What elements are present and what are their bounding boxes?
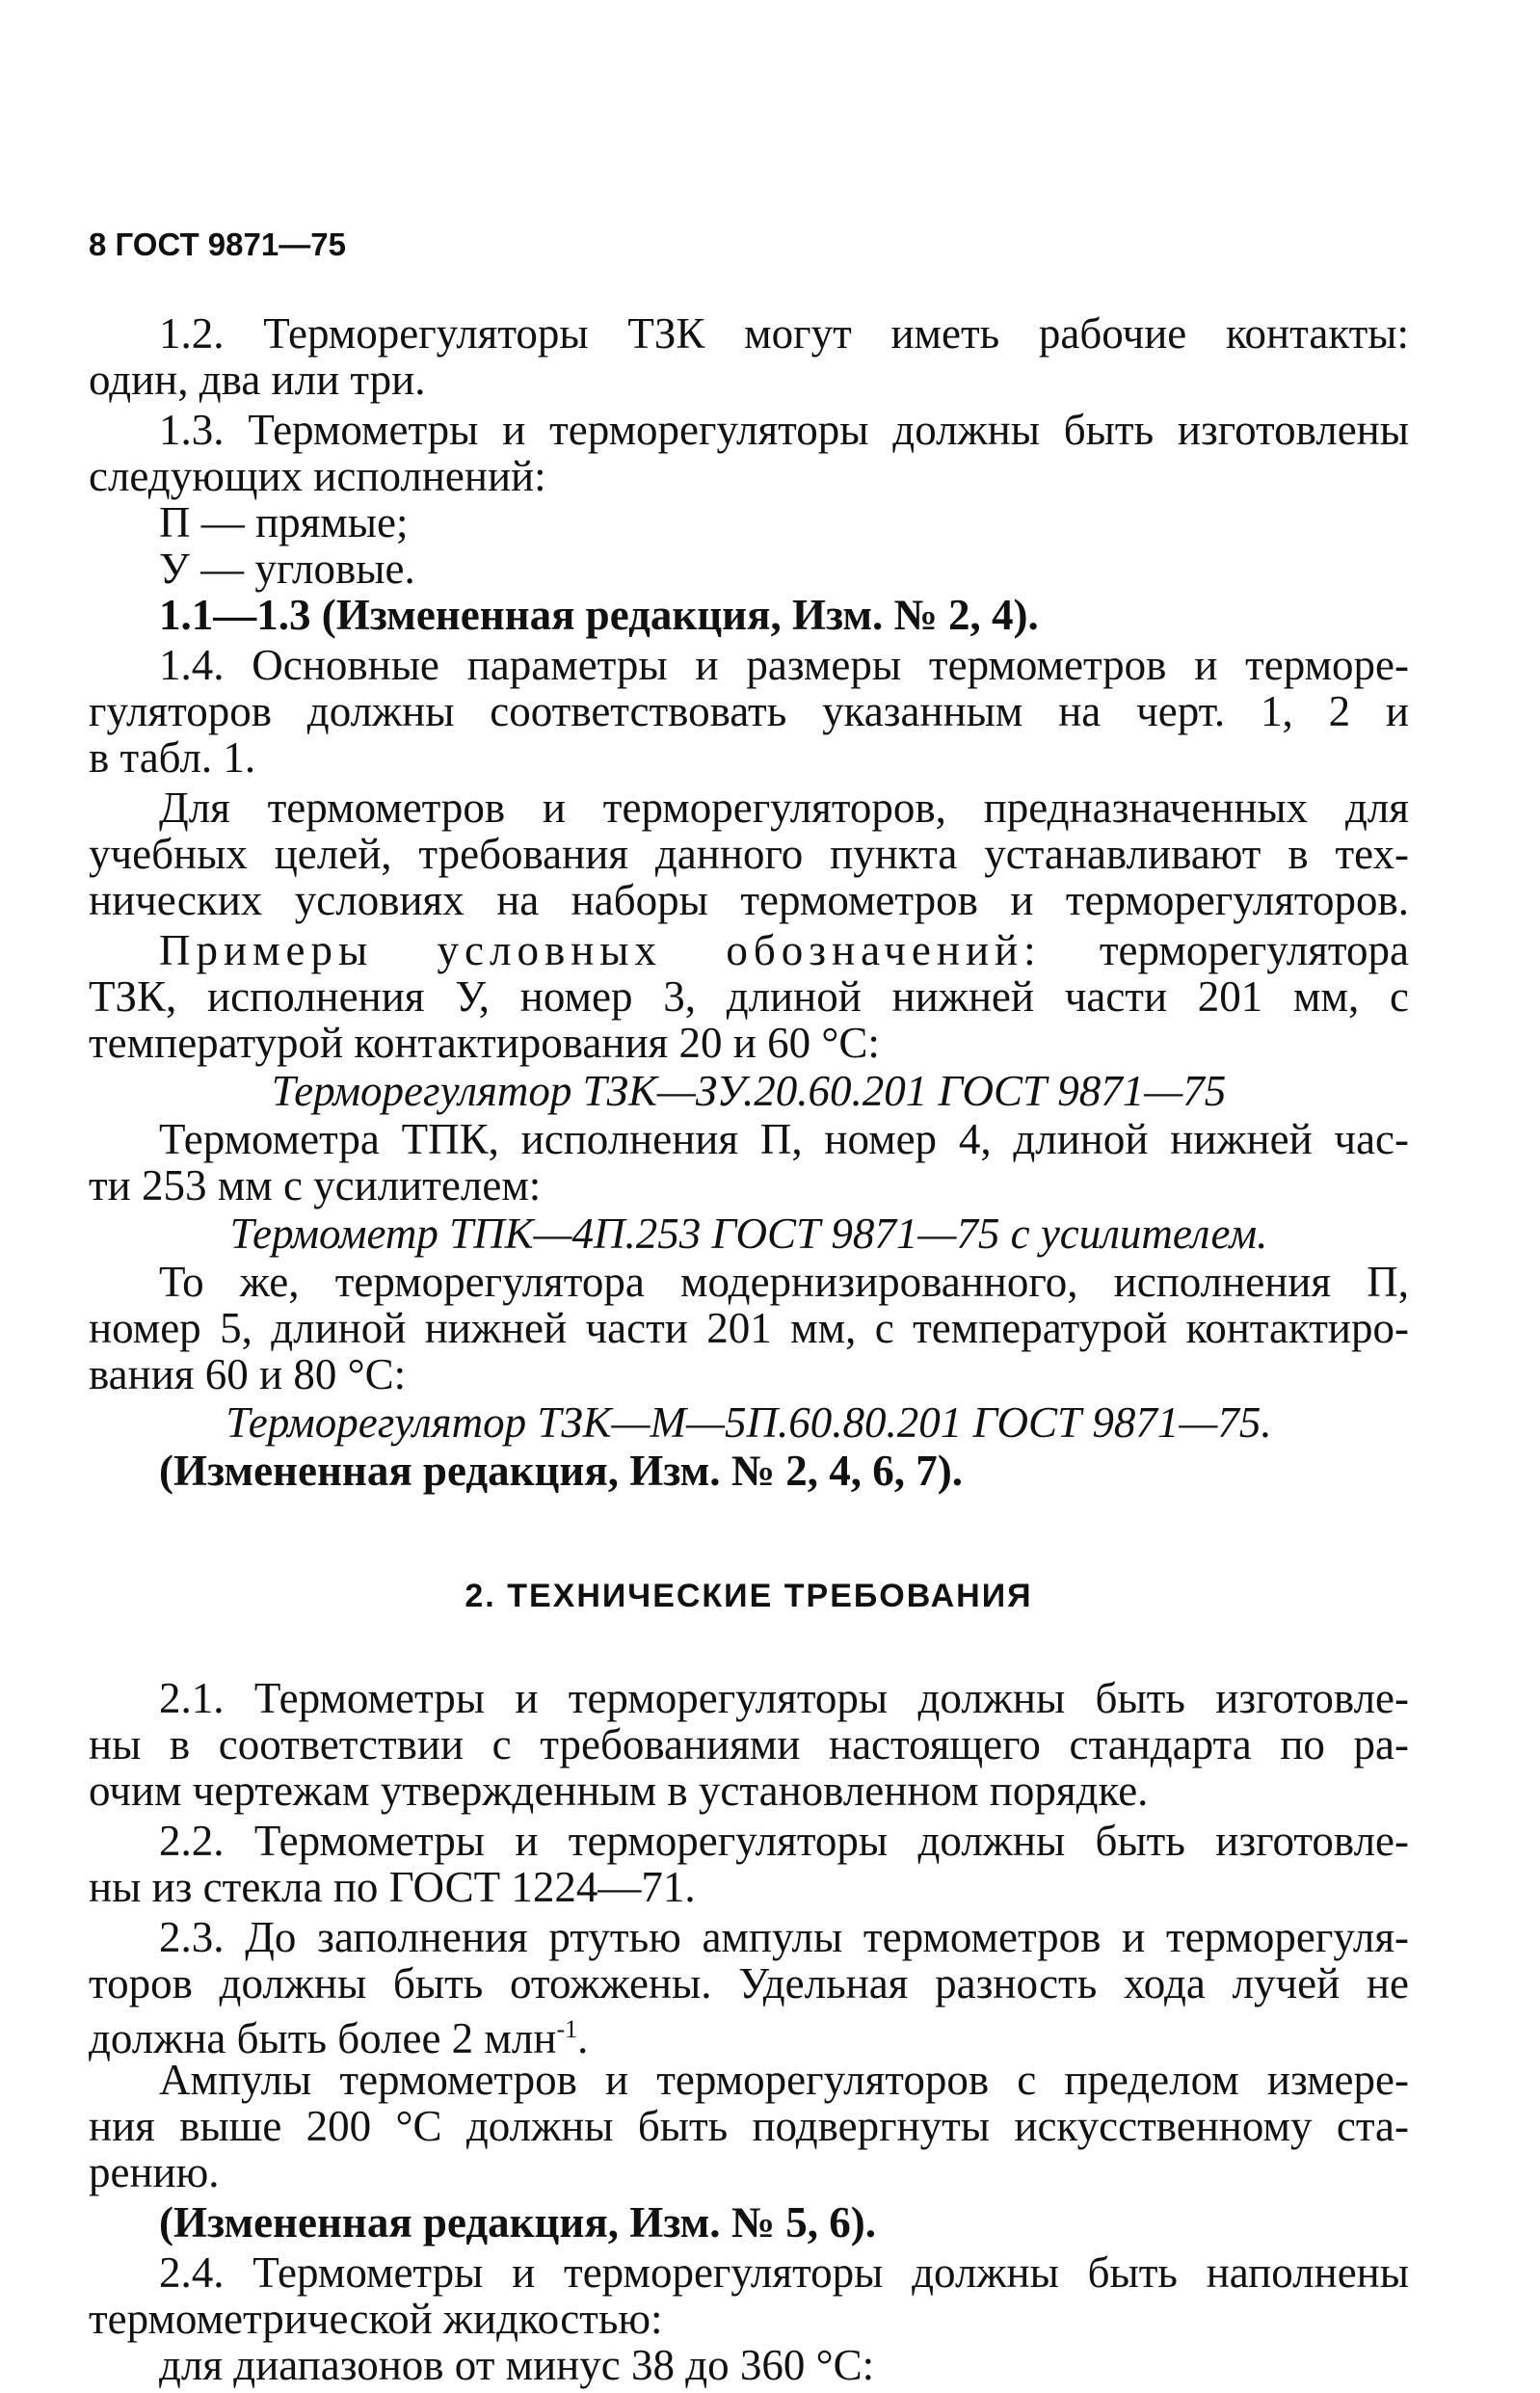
example-designation: Термометр ТПК—4П.253 ГОСТ 9871—75 с усилителем. xyxy=(229,1210,1268,1258)
paragraph-2-2-line: ны из стекла по ГОСТ 1224—71. xyxy=(89,1863,696,1911)
example-line: температурой контактирования 20 и 60 °С: xyxy=(89,1019,880,1067)
paragraph-2-3-line: Ампулы термометров и терморегуляторов с пределом измере- xyxy=(159,2056,1409,2104)
section-title: 2. ТЕХНИЧЕСКИЕ ТРЕБОВАНИЯ xyxy=(465,1578,1033,1614)
paragraph-1-4-line: учебных целей, требования данного пункта устанавливают в тех- xyxy=(89,830,1409,878)
example-line: То же, терморегулятора модернизированного, исполнения П, xyxy=(159,1258,1409,1306)
page-number: 8 xyxy=(89,226,107,262)
examples-intro: Примеры условных обозначений: терморегулятора xyxy=(159,926,1409,974)
paragraph-2-1-line: ны в соответствии с требованиями настоящего стандарта по ра- xyxy=(89,1720,1409,1768)
paragraph-2-2-line: 2.2. Термометры и терморегуляторы должны быть изготовле- xyxy=(159,1817,1409,1865)
standard-title: ГОСТ 9871—75 xyxy=(115,226,346,262)
revision-note: (Измененная редакция, Изм. № 2, 4, 6, 7). xyxy=(159,1447,964,1495)
example-line: ти 253 мм с усилителем: xyxy=(89,1161,542,1210)
example-line: ТЗК, исполнения У, номер 3, длиной нижней части 201 мм, с xyxy=(89,972,1409,1021)
paragraph-2-4-line: 2.4. Термометры и терморегуляторы должны быть наполнены xyxy=(159,2248,1409,2297)
paragraph-2-3-line: должна быть более 2 млн$^{-1}$. xyxy=(89,2014,589,2062)
paragraph-2-3-line: рению. xyxy=(89,2148,220,2196)
paragraph-2-3-line: ния выше 200 °С должны быть подвергнуты искусственному ста- xyxy=(89,2102,1409,2150)
revision-note: 1.1—1.3 (Измененная редакция, Изм. № 2, 4). xyxy=(159,591,1039,639)
example-line: номер 5, длиной нижней части 201 мм, с температурой контактиро- xyxy=(89,1304,1409,1352)
paragraph-1-2-line: один, два или три. xyxy=(89,356,426,404)
example-designation: Терморегулятор ТЗК—М—5П.60.80.201 ГОСТ 9871—75. xyxy=(226,1398,1272,1447)
example-designation: Терморегулятор ТЗК—ЗУ.20.60.201 ГОСТ 9871—75 xyxy=(271,1067,1227,1115)
paragraph-1-2-line: 1.2. Терморегуляторы ТЗК могут иметь рабочие контакты: xyxy=(159,309,1409,358)
paragraph-1-4-line: нических условиях на наборы термометров и терморегуляторов. xyxy=(89,876,1409,924)
example-line: вания 60 и 80 °С: xyxy=(89,1350,407,1398)
paragraph-1-4-line: гуляторов должны соответствовать указанным на черт. 1, 2 и xyxy=(89,687,1409,735)
paragraph-2-1-line: 2.1. Термометры и терморегуляторы должны быть изготовле- xyxy=(159,1674,1409,1722)
paragraph-2-3-line: 2.3. До заполнения ртутью ампулы термометров и терморегуля- xyxy=(159,1913,1409,1961)
list-item-angled: У — угловые. xyxy=(159,545,415,593)
paragraph-2-4-line: термометрической жидкостью: xyxy=(89,2295,663,2343)
paragraph-1-3-line: следующих исполнений: xyxy=(89,452,546,500)
paragraph-1-4-line: 1.4. Основные параметры и размеры термометров и терморе- xyxy=(159,641,1409,689)
list-item-straight: П — прямые; xyxy=(159,498,409,546)
paragraph-1-4-line: Для термометров и терморегуляторов, предназначенных для xyxy=(159,784,1409,832)
example-line: Термометра ТПК, исполнения П, номер 4, длиной нижней час- xyxy=(159,1115,1409,1163)
paragraph-1-3-line: 1.3. Термометры и терморегуляторы должны быть изготовлены xyxy=(159,406,1409,454)
paragraph-2-1-line: очим чертежам утвержденным в установленном порядке. xyxy=(89,1767,1149,1815)
revision-note: (Измененная редакция, Изм. № 5, 6). xyxy=(159,2198,877,2247)
paragraph-2-3-line: торов должны быть отожжены. Удельная разность хода лучей не xyxy=(89,1959,1409,2007)
page-header xyxy=(89,220,1409,270)
paragraph-1-4-line: в табл. 1. xyxy=(89,733,256,782)
paragraph-2-4-line: для диапазонов от минус 38 до 360 °С: xyxy=(159,2341,875,2389)
